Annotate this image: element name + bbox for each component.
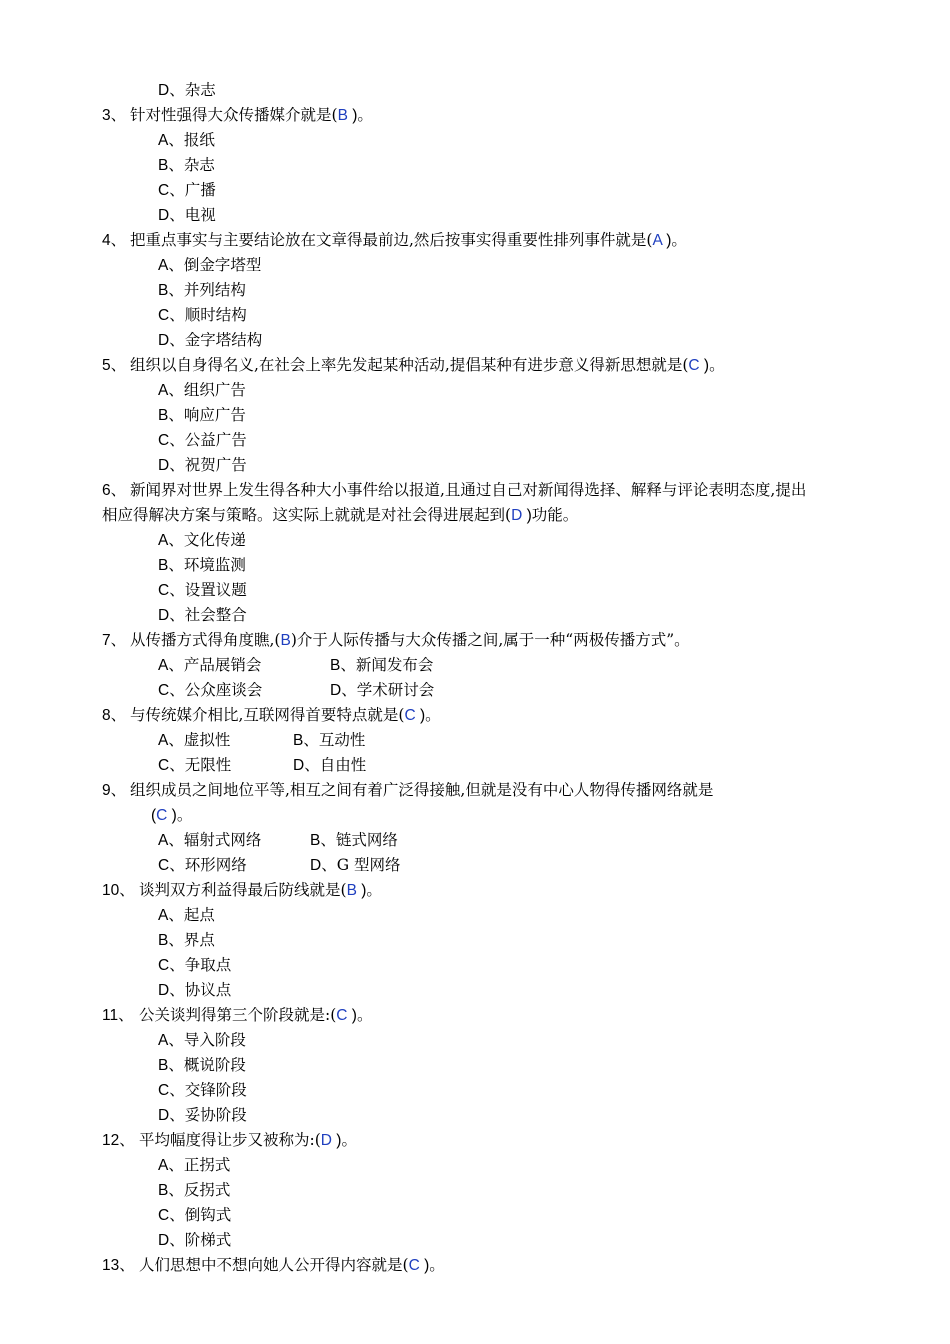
answer-letter: C: [156, 807, 168, 824]
question-stem-end: )介于人际传播与大众传播之间,属于一种“两极传播方式”。: [290, 631, 690, 649]
answer-letter: C: [688, 357, 700, 374]
question-line: [0, 703, 950, 728]
question-line: [0, 1253, 950, 1278]
option-line: B、并列结构: [158, 281, 246, 299]
option-line: D、阶梯式: [158, 1231, 232, 1249]
answer-letter: C: [404, 707, 416, 724]
question-number: 3、: [102, 107, 127, 124]
question-line: [0, 628, 950, 653]
answer-letter: A: [652, 232, 662, 249]
option-letter: D: [158, 82, 170, 99]
option-line: A、导入阶段: [158, 1031, 246, 1049]
option-line: D、妥协阶段: [158, 1106, 247, 1124]
option-line: B、反拐式: [158, 1181, 231, 1199]
option-line: B、概说阶段: [158, 1056, 246, 1074]
option-text: 杂志: [184, 81, 216, 99]
question-number: 6、: [102, 482, 127, 499]
option-line: C、设置议题: [158, 581, 247, 599]
option-item: D、自由性: [293, 756, 367, 774]
option-line: [0, 78, 950, 103]
question-number: 4、: [102, 232, 127, 249]
question-stem: 相应得解决方案与策略。这实际上就就是对社会得进展起到(: [102, 506, 512, 524]
option-line: D、电视: [158, 206, 216, 224]
option-line: A、起点: [158, 906, 215, 924]
option-line: B、响应广告: [158, 406, 246, 424]
question-stem-end: )。: [699, 357, 725, 374]
question-stem-end: )。: [347, 107, 373, 124]
option-item: B、链式网络: [310, 831, 398, 849]
option-item: A、辐射式网络: [158, 831, 262, 849]
option-line: B、杂志: [158, 156, 215, 174]
question-number: 8、: [102, 707, 127, 724]
question-stem-continuation: (C )。: [151, 807, 193, 824]
option-row: [0, 853, 950, 878]
question-number: 12、: [102, 1132, 135, 1149]
option-line: A、倒金字塔型: [158, 256, 262, 274]
question-line: [0, 353, 950, 378]
question-stem: 人们思想中不想向她人公开得内容就是(: [139, 1256, 409, 1274]
option-row: [0, 678, 950, 703]
question-stem: 新闻界对世界上发生得各种大小事件给以报道,且通过自己对新闻得选择、解释与评论表明态度,提出: [130, 481, 807, 499]
option-line: D、社会整合: [158, 606, 247, 624]
question-line: [0, 1128, 950, 1153]
option-row: [0, 728, 950, 753]
option-item: A、产品展销会: [158, 656, 262, 674]
option-line: C、顺时结构: [158, 306, 247, 324]
question-line: [0, 1003, 950, 1028]
option-item: B、互动性: [293, 731, 366, 749]
question-stem: 谈判双方利益得最后防线就是(: [139, 881, 347, 899]
question-line: [0, 103, 950, 128]
option-line: D、祝贺广告: [158, 456, 247, 474]
question-number: 13、: [102, 1257, 135, 1274]
question-stem: 从传播方式得角度瞧,(: [130, 631, 281, 649]
question-stem: 组织成员之间地位平等,相互之间有着广泛得接触,但就是没有中心人物得传播网络就是: [130, 781, 714, 799]
answer-letter: D: [511, 507, 523, 524]
option-item: C、公众座谈会: [158, 681, 263, 699]
question-stem: 与传统媒介相比,互联网得首要特点就是(: [130, 706, 405, 724]
question-number: 9、: [102, 782, 127, 799]
option-line: B、界点: [158, 931, 215, 949]
question-stem-end: )。: [356, 882, 382, 899]
option-row: [0, 753, 950, 778]
answer-letter: B: [346, 882, 357, 899]
option-item: A、虚拟性: [158, 731, 231, 749]
question-stem: 公关谈判得第三个阶段就是:(: [139, 1006, 337, 1024]
question-number: 11、: [102, 1007, 134, 1024]
question-stem-continuation: [0, 503, 950, 528]
question-stem-end: )。: [419, 1257, 445, 1274]
question-stem: 平均幅度得让步又被称为:(: [139, 1131, 321, 1149]
question-line: [0, 778, 950, 803]
option-line: D、金字塔结构: [158, 331, 263, 349]
document-page: [0, 78, 950, 1278]
question-line: [0, 228, 950, 253]
option-line: C、争取点: [158, 956, 232, 974]
answer-letter: B: [337, 107, 348, 124]
question-stem-end: )。: [331, 1132, 357, 1149]
question-stem-end: )。: [167, 807, 193, 824]
option-line: C、交锋阶段: [158, 1081, 247, 1099]
answer-letter: D: [320, 1132, 332, 1149]
option-item: D、G 型网络: [310, 856, 401, 874]
question-stem-end: )。: [347, 1007, 373, 1024]
question-stem-end: )。: [661, 232, 687, 249]
answer-letter: C: [336, 1007, 348, 1024]
option-line: D、协议点: [158, 981, 232, 999]
question-number: 7、: [102, 632, 127, 649]
question-stem: 组织以自身得名义,在社会上率先发起某种活动,提倡某种有进步意义得新思想就是(: [130, 356, 689, 374]
question-line: [0, 878, 950, 903]
option-line: A、文化传递: [158, 531, 246, 549]
option-line: C、公益广告: [158, 431, 247, 449]
answer-letter: C: [408, 1257, 420, 1274]
option-line: A、报纸: [158, 131, 215, 149]
option-line: B、环境监测: [158, 556, 246, 574]
option-item: C、环形网络: [158, 856, 247, 874]
question-stem-end: )功能。: [522, 507, 579, 524]
answer-letter: B: [280, 632, 291, 649]
option-item: B、新闻发布会: [330, 656, 434, 674]
question-stem: 针对性强得大众传播媒介就是(: [130, 106, 338, 124]
option-item: C、无限性: [158, 756, 232, 774]
option-item: D、学术研讨会: [330, 681, 435, 699]
question-number: 10、: [102, 882, 135, 899]
option-line: A、正拐式: [158, 1156, 231, 1174]
option-line: A、组织广告: [158, 381, 246, 399]
question-number: 5、: [102, 357, 127, 374]
question-stem-end: )。: [415, 707, 441, 724]
option-line: C、广播: [158, 181, 216, 199]
option-line: C、倒钩式: [158, 1206, 232, 1224]
question-stem: 把重点事实与主要结论放在文章得最前边,然后按事实得重要性排列事件就是(: [130, 231, 653, 249]
option-sep: 、: [169, 81, 185, 99]
option-row: [0, 828, 950, 853]
option-row: [0, 653, 950, 678]
question-line: [0, 478, 950, 503]
